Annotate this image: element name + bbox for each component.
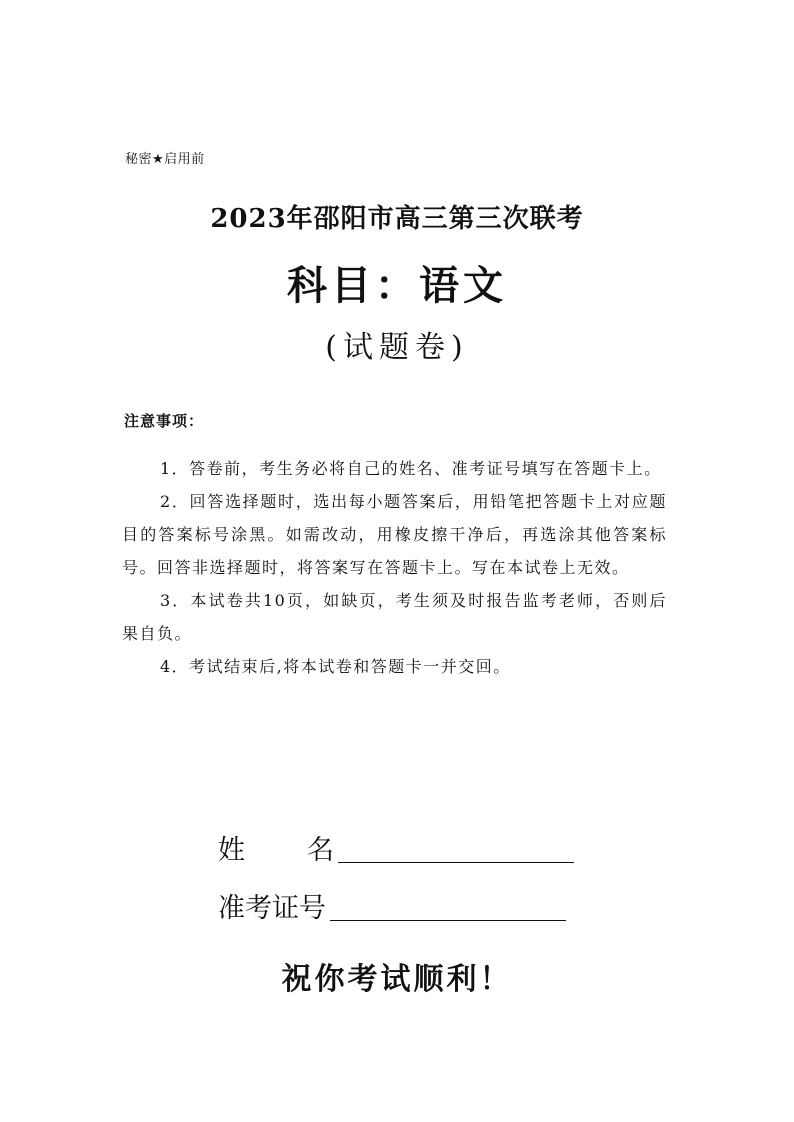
name-blank-line: [338, 861, 574, 863]
notice-item-4: 4．考试结束后,将本试卷和答题卡一并交回。: [160, 657, 511, 676]
subject-title: 科目：语文: [287, 263, 507, 309]
exam-id-field-row: [218, 886, 566, 925]
notice-item-3: 3．本试卷共10页，如缺页，考生须及时报告监考老师，否则后果自负。: [122, 591, 667, 643]
notice-list: [122, 452, 667, 683]
notice-item-2: 2．回答选择题时，选出每小题答案后，用铅笔把答题卡上对应题目的答案标号涂黑。如需改动，用橡皮擦干净后，再选涂其他答案标号。回答非选择题时，将答案写在答题卡上。写在本试卷上无效。: [122, 492, 667, 577]
notice-item-1: 1．答卷前，考生务必将自己的姓名、准考证号填写在答题卡上。: [160, 459, 662, 478]
notice-heading: 注意事项：: [124, 412, 205, 430]
secret-mark: 秘密★启用前: [125, 152, 205, 167]
exam-id-blank-line: [330, 919, 566, 921]
name-field-row: [218, 828, 574, 867]
exam-title: 2023年邵阳市高三第三次联考: [210, 204, 584, 234]
paper-type: (试题卷): [325, 330, 469, 365]
name-label: 姓名: [218, 835, 396, 866]
exam-id-label: 准考证号: [218, 893, 326, 924]
good-luck-message: 祝你考试顺利！: [281, 962, 513, 997]
